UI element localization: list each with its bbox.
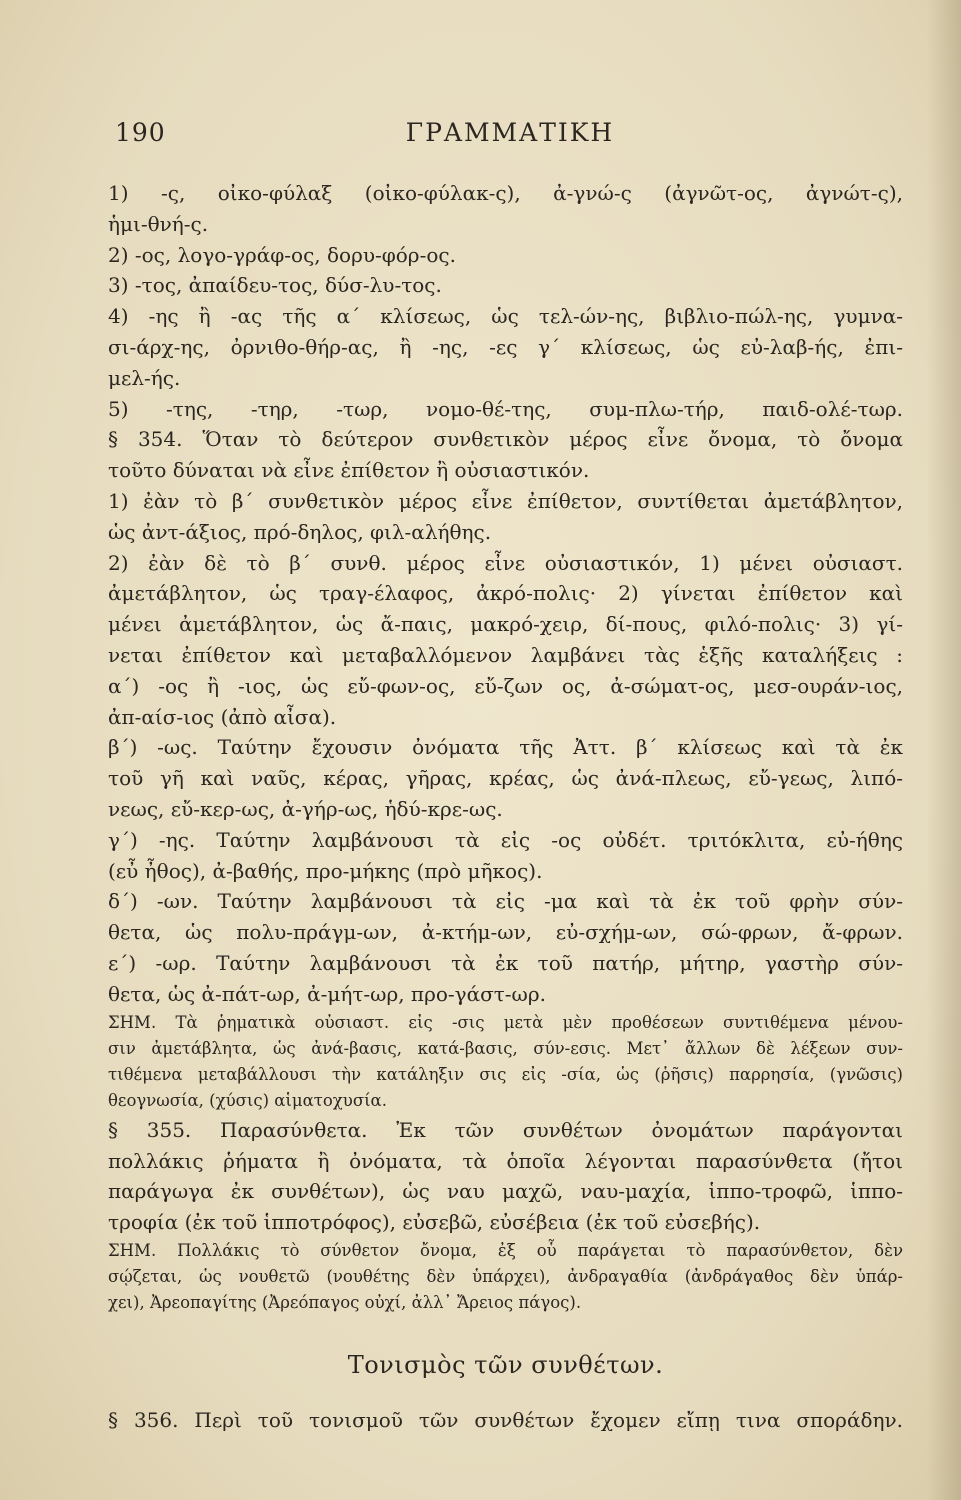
body-block-1 (108, 178, 903, 1010)
text-line: σι-άρχ-ης, ὀρνιθο-θήρ-ας, ἢ -ης, -ες γ΄ κλίσεως, ὡς εὐ-λαβ-ής, ἐπι- (108, 334, 903, 359)
text-line: 1) ἐὰν τὸ β΄ συνθετικὸν μέρος εἶνε ἐπίθετον, συντίθεται ἀμετάβλητον, (108, 488, 903, 513)
text-line: ἀπ-αίσ-ιος (ἀπὸ αἶσα). (108, 704, 337, 729)
text-line: νεως, εὔ-κερ-ως, ἀ-γήρ-ως, ἡδύ-κρε-ως. (108, 796, 503, 821)
text-line: θετα, ὡς πολυ-πράγμ-ων, ἀ-κτήμ-ων, εὐ-σχήμ-ων, σώ-φρων, ἄ-φρων. (108, 920, 903, 945)
text-line: ἡμι-θνή-ς. (108, 211, 209, 236)
text-line: ὡς ἀντ-άξιος, πρό-δηλος, φιλ-αλήθης. (108, 519, 492, 544)
text-line: α΄) -ος ἢ -ιος, ὡς εὔ-φων-ος, εὔ-ζων ος, ἀ-σώματ-ος, μεσ-ουράν-ιος, (108, 673, 903, 698)
page-text (108, 178, 903, 1436)
section-355-line: § 355. Παρασύνθετα. Ἐκ τῶν συνθέτων ὀνομάτων παράγονται (108, 1117, 903, 1142)
note-line: χει), Ἀρεοπαγίτης (Ἀρεόπαγος οὐχί, ἀλλ᾽ Ἄρειος πάγος). (108, 1293, 582, 1313)
text-line: τροφία (ἐκ τοῦ ἱπποτρόφος), εὐσεβῶ, εὐσέβεια (ἐκ τοῦ εὐσεβής). (108, 1210, 761, 1235)
body-block-2 (108, 1115, 903, 1238)
text-line: παράγωγα ἐκ συνθέτων), ὡς ναυ μαχῶ, ναυ-μαχία, ἱππο-τροφῶ, ἱππο- (108, 1179, 903, 1204)
text-line: 4) -ης ἢ -ας τῆς α΄ κλίσεως, ὡς τελ-ών-ης, βιβλιο-πώλ-ης, γυμνα- (108, 304, 903, 329)
text-line: ἀμετάβλητον, ὡς τραγ-έλαφος, ἀκρό-πολις· 2) γίνεται ἐπίθετον καὶ (108, 581, 903, 606)
text-line: 3) -τος, ἀπαίδευ-τος, δύσ-λυ-τος. (108, 273, 442, 298)
text-line: δ΄) -ων. Ταύτην λαμβάνουσι τὰ εἰς -μα καὶ τὰ ἐκ τοῦ φρὴν σύν- (108, 889, 903, 914)
text-line: ε΄) -ωρ. Ταύτην λαμβάνουσι τὰ ἐκ τοῦ πατήρ, μήτηρ, γαστὴρ σύν- (108, 950, 903, 975)
note-1 (108, 1010, 903, 1115)
text-line: τοῦτο δύναται νὰ εἶνε ἐπίθετον ἢ οὐσιαστικόν. (108, 458, 590, 483)
page-number: 190 (115, 118, 166, 147)
text-line: β΄) -ως. Ταύτην ἔχουσιν ὀνόματα τῆς Ἀττ. β΄ κλίσεως καὶ τὰ ἐκ (108, 735, 903, 760)
note-line: ΣΗΜ. Πολλάκις τὸ σύνθετον ὄνομα, ἐξ οὗ παράγεται τὸ παρασύνθετον, δὲν (108, 1240, 903, 1260)
page-edge-shadow (927, 0, 961, 1500)
text-line: 2) -ος, λογο-γράφ-ος, δορυ-φόρ-ος. (108, 242, 456, 267)
text-line: (εὖ ἦθος), ἀ-βαθής, προ-μήκης (πρὸ μῆκος). (108, 858, 543, 883)
note-line: ΣΗΜ. Τὰ ῥηματικὰ οὐσιαστ. εἰς -σις μετὰ μὲν προθέσεων συντιθέμενα μένου- (108, 1012, 903, 1032)
running-title: ΓΡΑΜΜΑΤΙΚΗ (405, 118, 615, 147)
text-line: 1) -ς, οἰκο-φύλαξ (οἰκο-φύλακ-ς), ἀ-γνώ-ς (ἀγνῶτ-ος, ἀγνώτ-ς), (108, 181, 903, 205)
note-line: σῴζεται, ὡς νουθετῶ (νουθέτης δὲν ὑπάρχει), ἀνδραγαθία (ἀνδράγαθος δὲν ὑπάρ- (108, 1267, 903, 1287)
note-line: θεογνωσία, (χύσις) αἱματοχυσία. (108, 1091, 387, 1111)
section-356-line: § 356. Περὶ τοῦ τονισμοῦ τῶν συνθέτων ἔχομεν εἴπῃ τινα σποράδην. (108, 1407, 903, 1432)
text-line: 2) ἐὰν δὲ τὸ β΄ συνθ. μέρος εἶνε οὐσιαστικόν, 1) μένει οὐσιαστ. (108, 550, 903, 575)
note-line: σιν ἀμετάβλητα, ὡς ἀνά-βασις, κατά-βασις, σύν-εσις. Μετ᾽ ἄλλων δὲ λέξεων συν- (108, 1038, 903, 1058)
section-354-line: § 354. Ὅταν τὸ δεύτερον συνθετικὸν μέρος εἶνε ὄνομα, τὸ ὄνομα (108, 427, 903, 452)
text-line: τοῦ γῆ καὶ ναῦς, κέρας, γῆρας, κρέας, ὡς ἀνά-πλεως, εὔ-γεως, λιπό- (108, 766, 903, 791)
section-heading: Τονισμὸς τῶν συνθέτων. (347, 1350, 664, 1379)
text-line: 5) -της, -τηρ, -τωρ, νομο-θέ-της, συμ-πλω-τήρ, παιδ-ολέ-τωρ. (108, 396, 903, 421)
text-line: νεται ἐπίθετον καὶ μεταβαλλόμενον λαμβάνει τὰς ἑξῆς καταλήξεις : (108, 642, 903, 667)
text-line: γ΄) -ης. Ταύτην λαμβάνουσι τὰ εἰς -ος οὐδέτ. τριτόκλιτα, εὐ-ήθης (108, 827, 903, 852)
page-header (115, 118, 905, 158)
text-line: μελ-ής. (108, 365, 181, 390)
text-line: θετα, ὡς ἀ-πάτ-ωρ, ἀ-μήτ-ωρ, προ-γάστ-ωρ. (108, 981, 546, 1006)
text-line: μένει ἀμετάβλητον, ὡς ἄ-παις, μακρό-χειρ, δί-πους, φιλό-πολις· 3) γί- (108, 612, 903, 637)
note-2 (108, 1238, 903, 1317)
note-line: τιθέμενα μεταβάλλουσι τὴν κατάληξιν σις εἰς -σία, ὡς (ῥῆσις) παρρησία, (γνῶσις) (108, 1065, 903, 1085)
text-line: πολλάκις ῥήματα ἢ ὀνόματα, τὰ ὁποῖα λέγονται παρασύνθετα (ἤτοι (108, 1148, 903, 1173)
